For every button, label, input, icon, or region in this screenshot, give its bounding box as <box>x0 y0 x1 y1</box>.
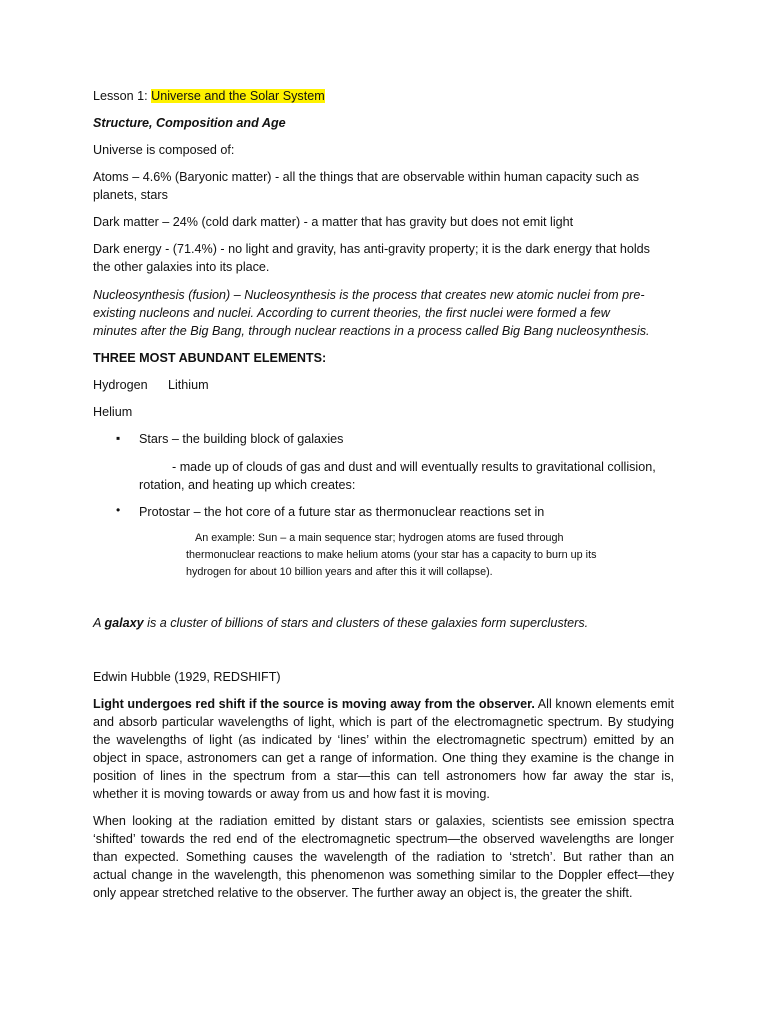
redshift-line-4: object in space, astronomers can get a range of information. One thing they examine is the change in <box>93 751 674 765</box>
square-bullet-icon: ▪ <box>116 431 121 445</box>
elements-heading: THREE MOST ABUNDANT ELEMENTS: <box>93 351 327 365</box>
galaxy-article: A <box>93 616 105 630</box>
galaxy-term: galaxy <box>104 616 144 630</box>
stars-detail-line-1: - made up of clouds of gas and dust and will eventually results to gravitational collision, <box>172 460 656 474</box>
redshift-line-1-rest: All known elements emit <box>534 697 674 711</box>
intro-line: Universe is composed of: <box>93 143 235 157</box>
round-bullet-icon: • <box>116 503 121 517</box>
example-line-3: hydrogen for about 10 billion years and after this it will collapse). <box>186 566 493 578</box>
example-line-1: An example: Sun – a main sequence star; hydrogen atoms are fused through <box>195 532 564 544</box>
dark-energy-line-2: the other galaxies into its place. <box>93 260 270 274</box>
radiation-line-1: When looking at the radiation emitted by distant stars or galaxies, scientists see emission spectra <box>93 814 674 828</box>
redshift-line-3: the wavelengths of light (as indicated by ‘lines’ within the electromagnetic spectrum) emitted by an <box>93 733 674 747</box>
atoms-line-2: planets, stars <box>93 188 168 202</box>
galaxy-rest: is a cluster of billions of stars and clusters of these galaxies form superclusters. <box>143 616 589 630</box>
element-helium: Helium <box>93 405 133 419</box>
stars-detail-line-2: rotation, and heating up which creates: <box>139 478 356 492</box>
radiation-line-3: than expected. Something causes the wavelength of the radiation to ‘stretch’. But rather than an <box>93 850 674 864</box>
dark-matter-line: Dark matter – 24% (cold dark matter) - a matter that has gravity but does not emit light <box>93 215 574 229</box>
radiation-line-4: actual change in the wavelength, this phenomenon was something similar to the Doppler effect—they <box>93 868 674 882</box>
stars-line: Stars – the building block of galaxies <box>139 432 344 446</box>
atoms-line-1: Atoms – 4.6% (Baryonic matter) - all the things that are observable within human capacity such as <box>93 170 639 184</box>
nucleosynthesis-line-2: existing nucleons and nuclei. According to current theories, the first nuclei were formed a few <box>93 306 610 320</box>
lesson-highlighted-title: Universe and the Solar System <box>151 89 325 103</box>
redshift-line-6: whether it is moving towards or away from us and how fast it is moving. <box>93 787 490 801</box>
subheading: Structure, Composition and Age <box>93 116 286 130</box>
element-lithium: Lithium <box>168 378 209 392</box>
nucleosynthesis-line-3: minutes after the Big Bang, through nuclear reactions in a process called Big Bang nucleosynthesis. <box>93 324 650 338</box>
redshift-line-1 <box>93 695 674 713</box>
lesson-title <box>93 87 325 105</box>
galaxy-definition <box>93 614 588 632</box>
example-line-2: thermonuclear reactions to make helium atoms (your star has a capacity to burn up its <box>186 549 597 561</box>
radiation-line-2: ‘shifted’ towards the red end of the electromagnetic spectrum—the observed wavelengths are longer <box>93 832 674 846</box>
protostar-line: Protostar – the hot core of a future star as thermonuclear reactions set in <box>139 505 545 519</box>
element-hydrogen: Hydrogen <box>93 378 148 392</box>
redshift-line-2: and absorb particular wavelengths of light, which is part of the electromagnetic spectrum. By studying <box>93 715 674 729</box>
nucleosynthesis-line-1: Nucleosynthesis (fusion) – Nucleosynthesis is the process that creates new atomic nuclei from pre- <box>93 288 645 302</box>
radiation-line-5: only appear stretched relative to the observer. The further away an object is, the greater the shift. <box>93 886 633 900</box>
dark-energy-line-1: Dark energy - (71.4%) - no light and gravity, has anti-gravity property; it is the dark energy that holds <box>93 242 650 256</box>
lesson-prefix: Lesson 1: <box>93 89 152 103</box>
redshift-line-5: position of lines in the spectrum from a star—this can tell astronomers how far away the star is, <box>93 769 674 783</box>
redshift-lead: Light undergoes red shift if the source is moving away from the observer. <box>93 697 535 711</box>
hubble-heading: Edwin Hubble (1929, REDSHIFT) <box>93 670 281 684</box>
